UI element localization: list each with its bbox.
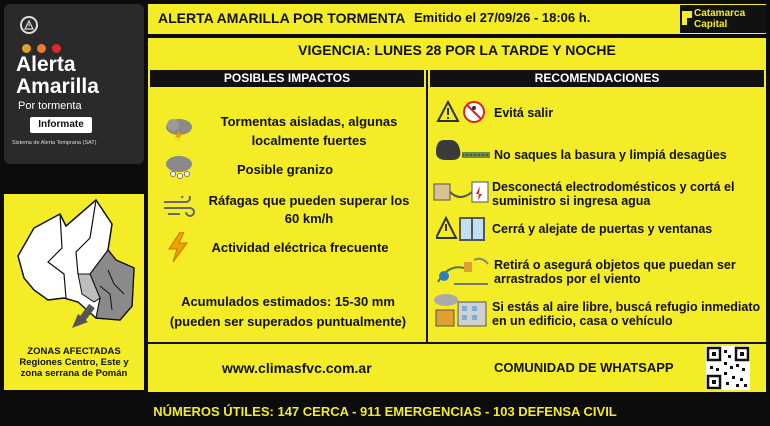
wind-icon <box>162 196 196 223</box>
hail-cloud-icon <box>162 154 196 185</box>
zones-line1: Regiones Centro, Este y <box>19 357 129 368</box>
vigencia-text: VIGENCIA: LUNES 28 POR LA TARDE Y NOCHE <box>298 42 616 58</box>
qr-code-icon[interactable] <box>706 346 750 390</box>
level-dot-low <box>22 44 31 53</box>
emitted-timestamp: Emitido el 27/09/26 - 18:06 h. <box>414 10 591 25</box>
informate-button[interactable]: Informate <box>30 117 92 133</box>
trash-bag-icon <box>432 136 492 167</box>
accumulated-estimate <box>150 292 426 332</box>
logo-line1: Catamarca <box>694 8 746 19</box>
no-go-out-icon <box>436 100 486 129</box>
window-icon <box>436 216 486 247</box>
column-divider <box>426 70 428 342</box>
impact-gusts: Ráfagas que pueden superar los 60 km/h <box>208 193 410 226</box>
zones-title: ZONAS AFECTADAS <box>27 346 121 357</box>
useful-numbers: NÚMEROS ÚTILES: 147 CERCA - 911 EMERGENCIAS - 103 DEFENSA CIVIL <box>153 404 617 419</box>
rec-secure-objects: Retirá o asegurá objetos que puedan ser arrastrados por el viento <box>494 258 736 286</box>
rec-close-windows: Cerrá y alejate de puertas y ventanas <box>492 222 713 236</box>
website-link[interactable]: www.climasfvc.com.ar <box>222 360 372 376</box>
badge-title: Alerta Amarilla <box>16 53 99 98</box>
zones-line2: zona serrana de Pomán <box>20 368 128 379</box>
level-dot-medium <box>37 44 46 53</box>
catamarca-map-icon <box>4 194 144 344</box>
impact-storms: Tormentas aisladas, algunas localmente fuertes <box>220 114 398 148</box>
alert-badge-card <box>4 4 144 164</box>
accumulated-line2: (pueden ser superados puntualmente) <box>169 314 407 329</box>
warning-icon <box>20 16 38 34</box>
shelter-building-icon <box>432 292 490 333</box>
footer-divider <box>148 342 766 344</box>
unplug-icon <box>432 178 490 211</box>
recommendations-header: RECOMENDACIONES <box>430 70 764 87</box>
whatsapp-community-link[interactable]: COMUNIDAD DE WHATSAPP <box>494 360 674 375</box>
system-label: Sistema de Alerta Temprana (SAT) <box>12 140 97 146</box>
alert-title: ALERTA AMARILLA POR TORMENTA <box>158 10 406 26</box>
badge-subtitle: Por tormenta <box>18 100 82 112</box>
impacts-header: POSIBLES IMPACTOS <box>150 70 424 87</box>
affected-zones-text <box>8 346 140 379</box>
rec-no-trash: No saques la basura y limpiá desagües <box>494 148 727 162</box>
level-dot-high <box>52 44 61 53</box>
storm-cloud-icon <box>162 116 196 147</box>
impact-hail: Posible granizo <box>236 162 334 177</box>
rec-shelter: Si estás al aire libre, buscá refugio inmediato en un edificio, casa o vehículo <box>492 300 761 328</box>
impact-lightning: Actividad eléctrica frecuente <box>211 240 389 255</box>
rec-unplug: Desconectá electrodomésticos y cortá el suministro si ingresa agua <box>492 180 735 208</box>
loose-objects-icon <box>434 254 490 291</box>
logo-line2: Capital <box>694 19 728 30</box>
lightning-icon <box>166 232 190 267</box>
accumulated-line1: Acumulados estimados: 15-30 mm <box>181 294 395 309</box>
catamarca-capital-logo <box>680 5 766 33</box>
rec-avoid-going-out: Evitá salir <box>494 106 554 120</box>
logo-mark-icon <box>682 11 692 25</box>
